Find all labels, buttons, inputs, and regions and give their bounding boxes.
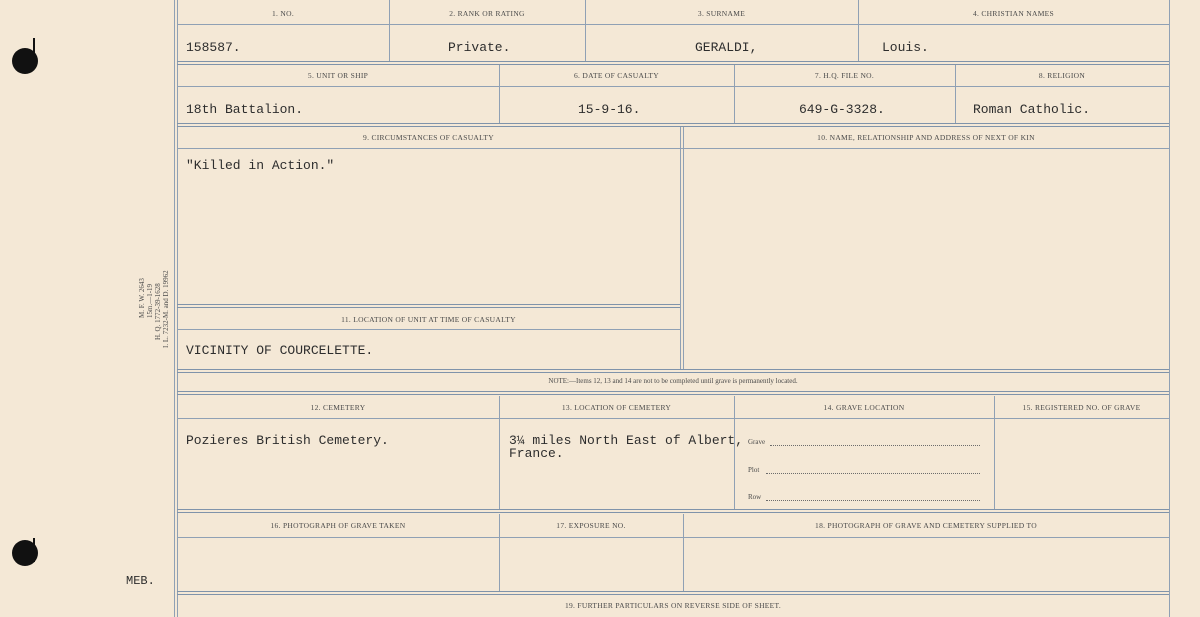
header-religion: 8. RELIGION [1038,71,1086,80]
row4-divider-1 [499,396,500,510]
date-value: 15-9-16. [578,102,641,117]
row3-bottom-rule [177,369,1169,373]
header-cemetery: 12. CEMETERY [310,403,366,412]
row-dotline [766,500,980,501]
christian-names-value: Louis. [882,40,929,55]
location-value: VICINITY OF COURCELETTE. [186,343,374,358]
note-bottom-rule [177,391,1169,395]
left-border [174,0,175,617]
service-number: 158587. [186,40,241,55]
religion-value: Roman Catholic. [973,102,1091,117]
header-cemetery-location: 13. LOCATION OF CEMETERY [561,403,672,412]
circumstances-value: "Killed in Action." [186,158,335,173]
row4-divider-2 [734,396,735,510]
header-unit: 5. UNIT OR SHIP [307,71,369,80]
clerk-initials: MEB. [126,574,155,588]
surname-value: GERALDI, [695,40,758,55]
footer-further-particulars: 19. FURTHER PARTICULARS ON REVERSE SIDE OF SHEET. [564,601,782,610]
header-christian-names: 4. CHRISTIAN NAMES [972,9,1055,18]
header-date: 6. DATE OF CASUALTY [573,71,659,80]
unit-value: 18th Battalion. [186,102,304,117]
header-hq-file: 7. H.Q. FILE NO. [814,71,875,80]
completion-note: NOTE:—Items 12, 13 and 14 are not to be completed until grave is permanently located. [548,377,798,385]
header-location: 11. LOCATION OF UNIT AT TIME OF CASUALTY [341,315,516,324]
row3-header-rule [177,148,1169,149]
plot-dotline [766,473,980,474]
row4-bottom-rule [177,509,1169,513]
cemetery-location-line1: 3¼ miles North East of Albert, [509,433,744,448]
hq-file-value: 649-G-3328. [799,102,885,117]
header-no: 1. NO. [271,9,294,18]
row3-divider-b [683,127,684,370]
form-number-3: H. Q. 1772-39-1628 [154,283,162,340]
location-header-rule [177,329,680,330]
row1-bottom-rule [177,61,1169,65]
header-grave-location: 14. GRAVE LOCATION [823,403,905,412]
punch-hole-top [12,48,38,74]
grave-label: Grave [748,438,766,446]
row1-header-rule [177,24,1169,25]
header-registered-no: 15. REGISTERED NO. OF GRAVE [1022,403,1141,412]
punch-hole-bottom [12,540,38,566]
header-photo-taken: 16. PHOTOGRAPH OF GRAVE TAKEN [270,521,406,530]
grave-dotline [770,445,980,446]
cemetery-value: Pozieres British Cemetery. [186,433,389,448]
rank-value: Private. [448,40,511,55]
row2-bottom-rule [177,123,1169,127]
cemetery-location-line2: France. [509,446,564,461]
form-number-1: M. F. W. 2643 [138,278,146,318]
header-surname: 3. SURNAME [697,9,746,18]
plot-label: Plot [748,466,760,474]
form-number-4: I. L. 7232-M. and D. 19962 [162,270,170,348]
header-circumstances: 9. CIRCUMSTANCES OF CASUALTY [363,133,494,142]
row-label: Row [748,493,762,501]
row3-divider [680,127,681,370]
header-photo-supplied: 18. PHOTOGRAPH OF GRAVE AND CEMETERY SUPPLIED TO [815,521,1037,530]
row5-bottom-rule [177,591,1169,595]
row4-header-rule [177,418,1169,419]
row4-divider-3 [994,396,995,510]
row2-header-rule [177,86,1169,87]
header-exposure: 17. EXPOSURE NO. [556,521,626,530]
header-rank: 2. RANK OR RATING [449,9,525,18]
header-next-of-kin: 10. NAME, RELATIONSHIP AND ADDRESS OF NEXT OF KIN [817,133,1035,142]
form-number-2: 15m.—1-19 [146,283,154,318]
right-border [1169,0,1170,617]
row5-header-rule [177,537,1169,538]
location-top-rule [177,304,680,308]
